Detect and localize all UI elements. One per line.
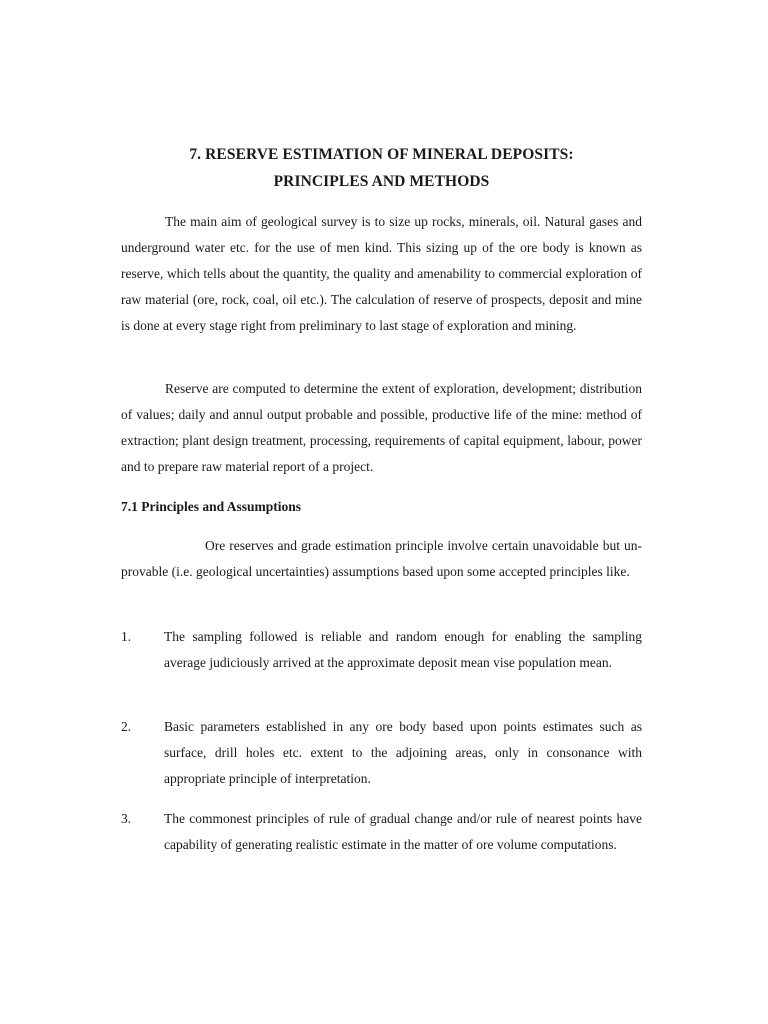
- list-item-text: The sampling followed is reliable and random enough for enabling the sampling average judiciously arrived at the approximate deposit mean vise population mean.: [164, 629, 642, 670]
- document-title-line-1: 7. RESERVE ESTIMATION OF MINERAL DEPOSITS:: [189, 146, 574, 163]
- reserve-paragraph: Reserve are computed to determine the extent of exploration, development; distribution of values; daily and annul output probable and possible, productive life of the mine: method of extraction; plant design treatment, processing, requirements of capital equipment, labour, power and to prepare raw material report of a project.: [121, 381, 642, 474]
- list-item-text: The commonest principles of rule of gradual change and/or rule of nearest points have capability of generating realistic estimate in the matter of ore volume computations.: [164, 811, 642, 852]
- list-item-number: 2.: [121, 719, 132, 734]
- document-title-line-2: PRINCIPLES AND METHODS: [273, 173, 490, 190]
- assumptions-paragraph: Ore reserves and grade estimation principle involve certain unavoidable but un- provable (i.e. geological uncertainties) assumptions based upon some accepted principles like.: [121, 538, 642, 579]
- list-item-number: 1.: [121, 629, 132, 644]
- intro-paragraph: The main aim of geological survey is to size up rocks, minerals, oil. Natural gases and underground water etc. for the use of men kind. This sizing up of the ore body is known as reserve, which tells about the quantity, the quality and amenability to commercial exploration of raw material (ore, rock, coal, oil etc.). The calculation of reserve of prospects, deposit and mine is done at every stage right from preliminary to last stage of exploration and mining.: [121, 214, 642, 333]
- list-item-text: Basic parameters established in any ore body based upon points estimates such as surface, drill holes etc. extent to the adjoining areas, only in consonance with appropriate principle of interpretation.: [164, 719, 642, 786]
- section-heading: 7.1 Principles and Assumptions: [121, 499, 302, 514]
- list-item-number: 3.: [121, 811, 132, 826]
